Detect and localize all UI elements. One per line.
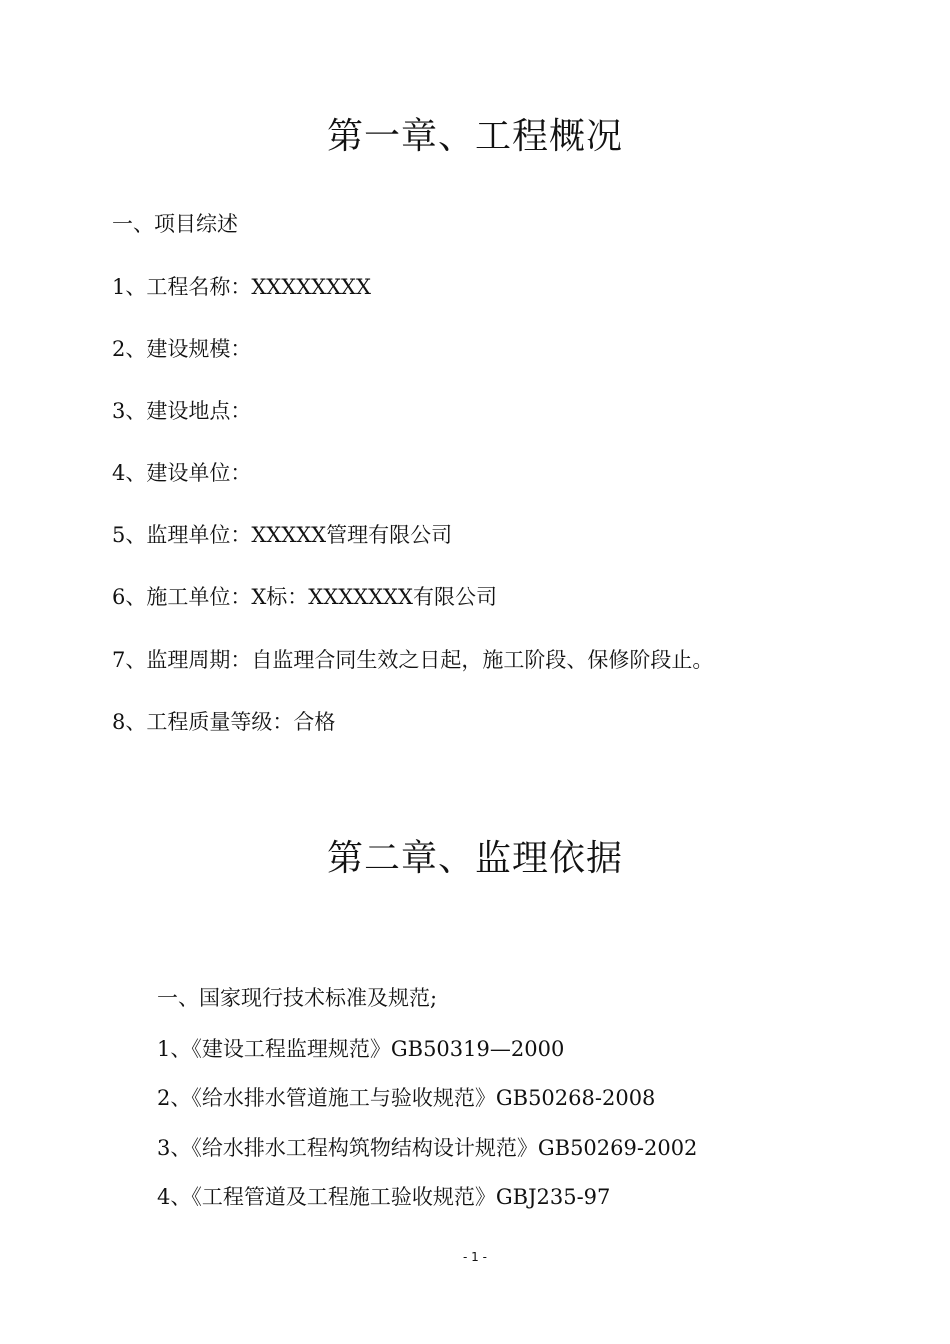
standard-item: 1、《建设工程监理规范》GB50319—2000 <box>157 1037 565 1061</box>
chapter2-section-heading: 一、国家现行技术标准及规范; <box>157 986 438 1010</box>
standard-item: 4、《工程管道及工程施工验收规范》GBJ235-97 <box>157 1185 611 1209</box>
page-number: - 1 - <box>463 1250 487 1264</box>
chapter2-title: 第二章、监理依据 <box>326 838 623 879</box>
chapter1-section-heading: 一、项目综述 <box>112 212 238 236</box>
supervision-period-item: 7、监理周期：自监理合同生效之日起，施工阶段、保修阶段止。 <box>112 648 714 672</box>
contractor-unit-item: 6、施工单位：X标：XXXXXXX有限公司 <box>112 585 497 609</box>
construction-unit-item: 4、建设单位： <box>112 461 252 485</box>
standard-item: 3、《给水排水工程构筑物结构设计规范》GB50269-2002 <box>157 1136 698 1160</box>
project-name-item: 1、工程名称：XXXXXXXX <box>112 275 371 299</box>
standard-item: 2、《给水排水管道施工与验收规范》GB50268-2008 <box>157 1086 656 1110</box>
chapter1-title: 第一章、工程概况 <box>326 116 623 157</box>
construction-location-item: 3、建设地点： <box>112 399 252 423</box>
construction-scale-item: 2、建设规模： <box>112 337 252 361</box>
supervision-unit-item: 5、监理单位：XXXXX管理有限公司 <box>112 523 453 547</box>
quality-grade-item: 8、工程质量等级：合格 <box>112 710 336 734</box>
